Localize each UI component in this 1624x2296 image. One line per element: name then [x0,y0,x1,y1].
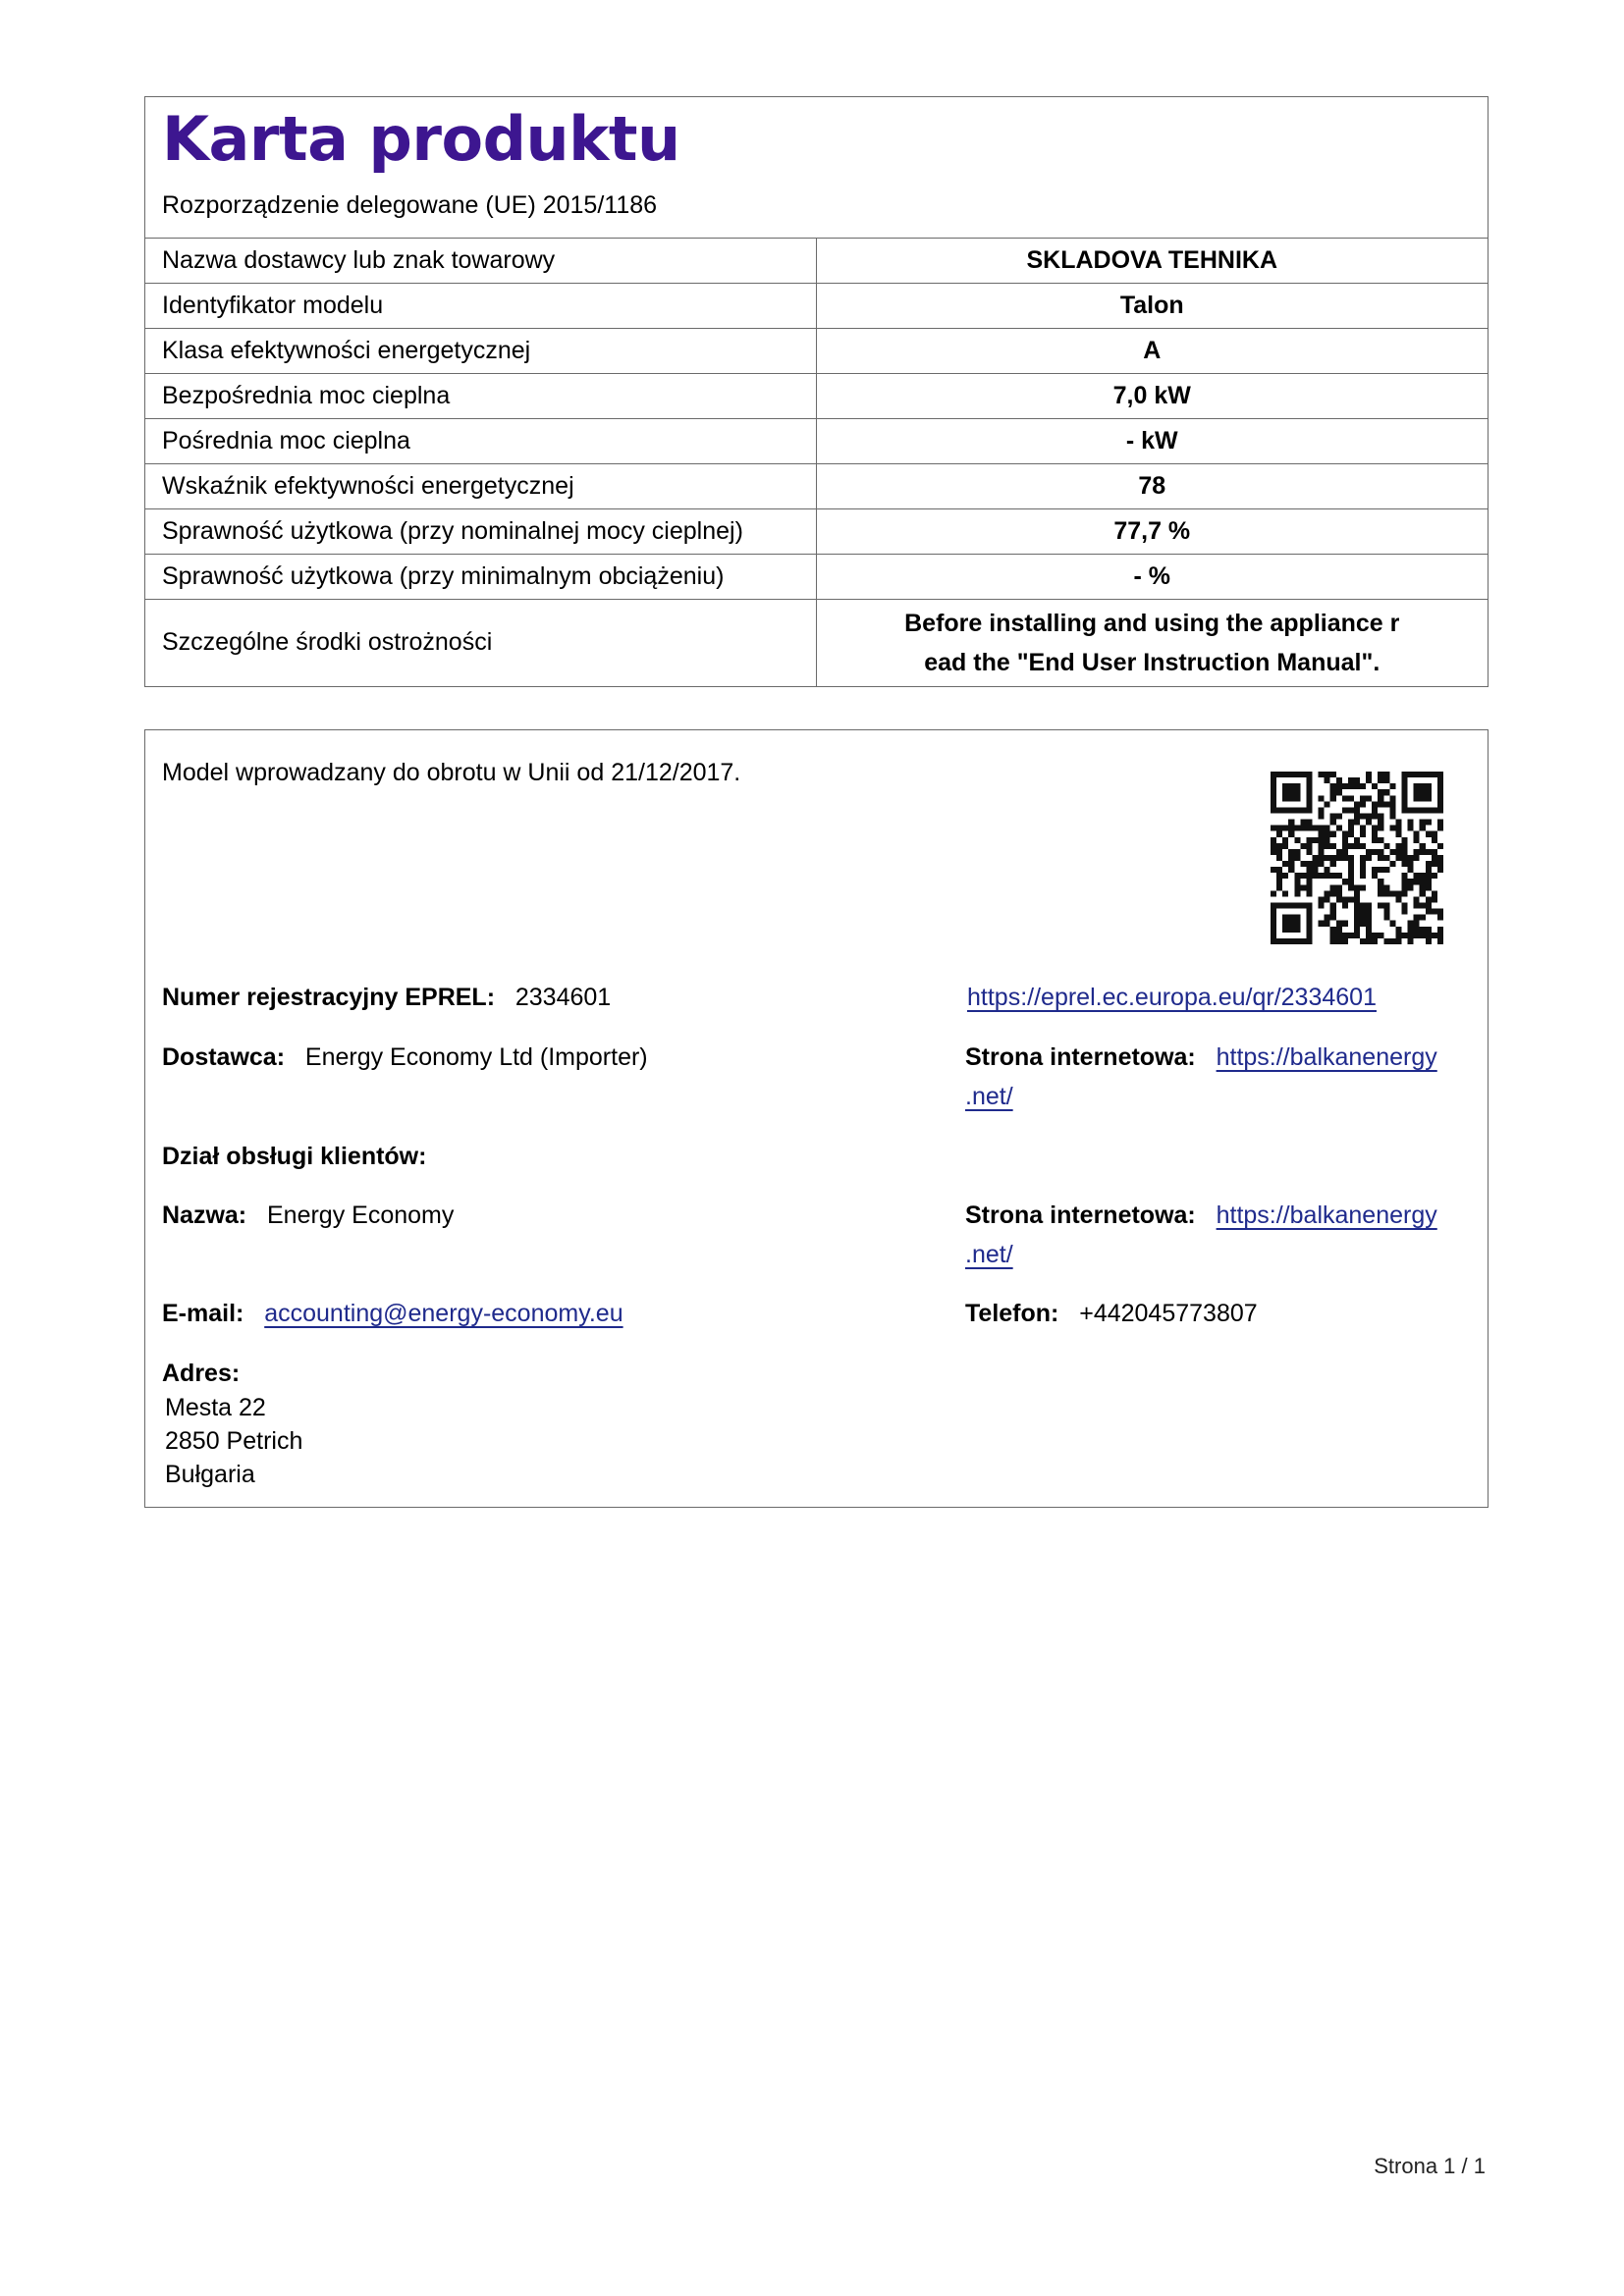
spec-value: SKLADOVA TEHNIKA [816,239,1488,284]
spec-value: 78 [816,464,1488,509]
product-card [144,96,1489,687]
table-row [145,239,1488,284]
eprel-value: 2334601 [514,984,612,1011]
cs-website-link[interactable]: https://balkanenergy [1216,1201,1437,1229]
name-label: Nazwa: [162,1201,247,1229]
name-row [162,1201,454,1230]
cs-website-row [965,1201,1437,1230]
spec-value: A [816,329,1488,374]
spec-label: Identyfikator modelu [145,284,816,329]
product-sheet [144,96,1489,1488]
supplier-value: Energy Economy Ltd (Importer) [304,1043,648,1071]
spec-value: Talon [816,284,1488,329]
supplier-label: Dostawca: [162,1043,286,1071]
spec-value-precautions [816,600,1488,686]
cs-website-link-cont[interactable]: .net/ [965,1241,1013,1268]
spec-value: - kW [816,419,1488,464]
spec-value: - % [816,555,1488,600]
phone-row [965,1300,1258,1328]
supplier-website-link[interactable]: https://balkanenergy [1216,1043,1437,1071]
supplier-website-row-cont [965,1083,1013,1111]
address-line: Mesta 22 [165,1394,266,1421]
eprel-label: Numer rejestracyjny EPREL: [162,984,496,1011]
spec-label: Pośrednia moc cieplna [145,419,816,464]
table-row [145,419,1488,464]
spec-label: Bezpośrednia moc cieplna [145,374,816,419]
precautions-line-2: ead the "End User Instruction Manual". [924,648,1380,676]
phone-value: +442045773807 [1079,1300,1258,1327]
cs-website-label: Strona internetowa: [965,1201,1196,1229]
address-line: Bułgaria [165,1461,255,1488]
regulation-subtitle: Rozporządzenie delegowane (UE) 2015/1186 [162,191,658,219]
spec-value: 77,7 % [816,509,1488,555]
website-label: Strona internetowa: [965,1043,1196,1071]
table-row [145,329,1488,374]
table-row [145,555,1488,600]
market-date-text: Model wprowadzany do obrotu w Unii od 21/12/2017. [162,759,741,786]
spec-label: Nazwa dostawcy lub znak towarowy [145,239,816,284]
email-label: E-mail: [162,1300,244,1327]
page-number: Strona 1 / 1 [1374,2154,1486,2178]
qr-code-icon[interactable] [1271,772,1443,944]
phone-label: Telefon: [965,1300,1059,1327]
supplier-website-link-cont[interactable]: .net/ [965,1083,1013,1110]
precautions-line-1: Before installing and using the appliance r [904,609,1400,637]
address-label: Adres: [162,1360,241,1387]
spec-table [145,238,1488,686]
spec-label: Klasa efektywności energetycznej [145,329,816,374]
eprel-link[interactable]: https://eprel.ec.europa.eu/qr/2334601 [967,984,1377,1011]
spec-label: Sprawność użytkowa (przy minimalnym obciążeniu) [145,555,816,600]
supplier-info-card [144,729,1489,1508]
cs-website-row-cont [965,1241,1013,1269]
email-link[interactable]: accounting@energy-economy.eu [264,1300,623,1327]
spec-label: Szczególne środki ostrożności [145,600,816,686]
table-row [145,464,1488,509]
table-row [145,284,1488,329]
customer-service-heading: Dział obsługi klientów: [162,1143,427,1170]
table-row [145,600,1488,686]
spec-value: 7,0 kW [816,374,1488,419]
eprel-url-row [967,984,1377,1012]
supplier-website-row [965,1043,1437,1072]
address-line: 2850 Petrich [165,1427,303,1455]
spec-label: Wskaźnik efektywności energetycznej [145,464,816,509]
supplier-row [162,1043,648,1072]
table-row [145,374,1488,419]
name-value: Energy Economy [266,1201,455,1229]
table-row [145,509,1488,555]
spec-label: Sprawność użytkowa (przy nominalnej mocy cieplnej) [145,509,816,555]
email-row [162,1300,623,1328]
eprel-row [162,984,611,1012]
page-title: Karta produktu [162,103,680,175]
